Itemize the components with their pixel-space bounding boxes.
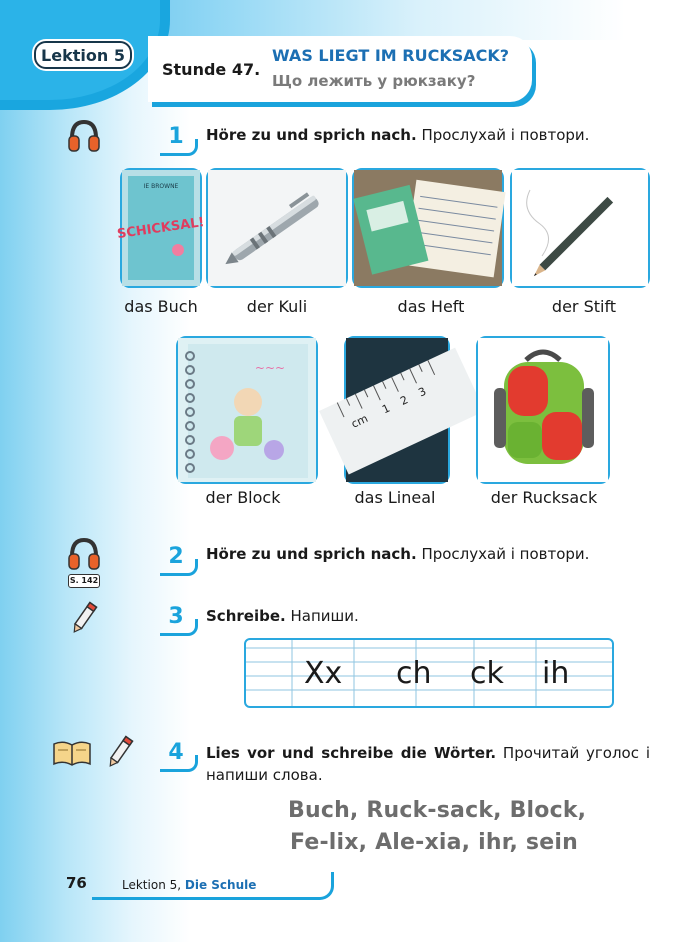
ruler-unit: cm: [349, 411, 371, 431]
item-label: das Lineal: [354, 488, 436, 507]
task-2-ukrainian: Прослухай і повтори.: [421, 545, 590, 563]
reading-words-line-2: Fe-lix, Ale-xia, ihr, sein: [290, 830, 578, 855]
item-label: das Buch: [124, 297, 198, 316]
lesson-number: Stunde 47.: [162, 60, 261, 79]
task-number-2: 2: [156, 538, 196, 574]
task-1-ukrainian: Прослухай і повтори.: [421, 126, 590, 144]
letter-sample: ck: [470, 656, 504, 691]
image-ruler: [344, 336, 450, 484]
image-pen: [206, 168, 348, 288]
task-2-german: Höre zu und sprich nach.: [206, 545, 417, 563]
task-3-ukrainian: Напиши.: [290, 607, 359, 625]
book-title: SCHICKSAL!: [116, 214, 206, 243]
footer-caption: [122, 878, 256, 892]
task-3-instruction: [206, 607, 359, 625]
task-3-german: Schreibe.: [206, 607, 286, 625]
task-number-3: 3: [156, 598, 196, 634]
image-pencil: [510, 168, 650, 288]
task-1-german: Höre zu und sprich nach.: [206, 126, 417, 144]
item-label: der Block: [205, 488, 281, 507]
page-title-ukrainian: Що лежить у рюкзаку?: [272, 72, 476, 90]
ruler-mark: 1: [380, 401, 392, 417]
pencil-icon: [70, 600, 98, 636]
audio-track-reference: S. 142: [68, 574, 100, 588]
task-1-instruction: [206, 126, 589, 144]
letter-sample: Xx: [304, 656, 343, 691]
image-book: [116, 168, 206, 288]
page-title-german: WAS LIEGT IM RUCKSACK?: [272, 46, 510, 65]
headphones-icon[interactable]: [68, 118, 100, 154]
headphones-icon[interactable]: [68, 536, 100, 572]
item-label: der Stift: [551, 297, 617, 316]
task-4-german: Lies vor und schreibe die Wörter.: [206, 744, 497, 762]
image-backpack: [476, 336, 610, 484]
pencil-icon: [106, 734, 134, 770]
footer-lektion: Lektion 5,: [122, 878, 182, 892]
ruler-mark: 3: [416, 384, 429, 400]
reading-words-line-1: Buch, Ruck-sack, Block,: [288, 798, 587, 823]
book-author: IE BROWNE: [143, 183, 179, 190]
item-label: der Rucksack: [490, 488, 598, 507]
page-number: 76: [66, 874, 87, 892]
task-4-ukrainian: Прочитай уголос і напиши слова.: [206, 744, 650, 784]
letter-sample: ch: [396, 656, 432, 691]
task-number-4: 4: [156, 734, 196, 770]
ruler-mark: 2: [398, 393, 411, 408]
image-notepad: [176, 336, 318, 484]
item-label: das Heft: [397, 297, 465, 316]
book-icon: [52, 738, 92, 768]
item-label: der Kuli: [246, 297, 308, 316]
lektion-badge: Lektion 5: [34, 41, 132, 69]
svg-text:~~~: ~~~: [254, 361, 286, 375]
handwriting-box: [244, 638, 614, 708]
image-notebook: [352, 168, 504, 288]
letter-sample: ih: [542, 656, 570, 691]
task-2-instruction: [206, 545, 589, 563]
task-number-1: 1: [156, 118, 196, 154]
task-4-instruction: [206, 742, 650, 786]
footer-topic: Die Schule: [184, 878, 257, 892]
